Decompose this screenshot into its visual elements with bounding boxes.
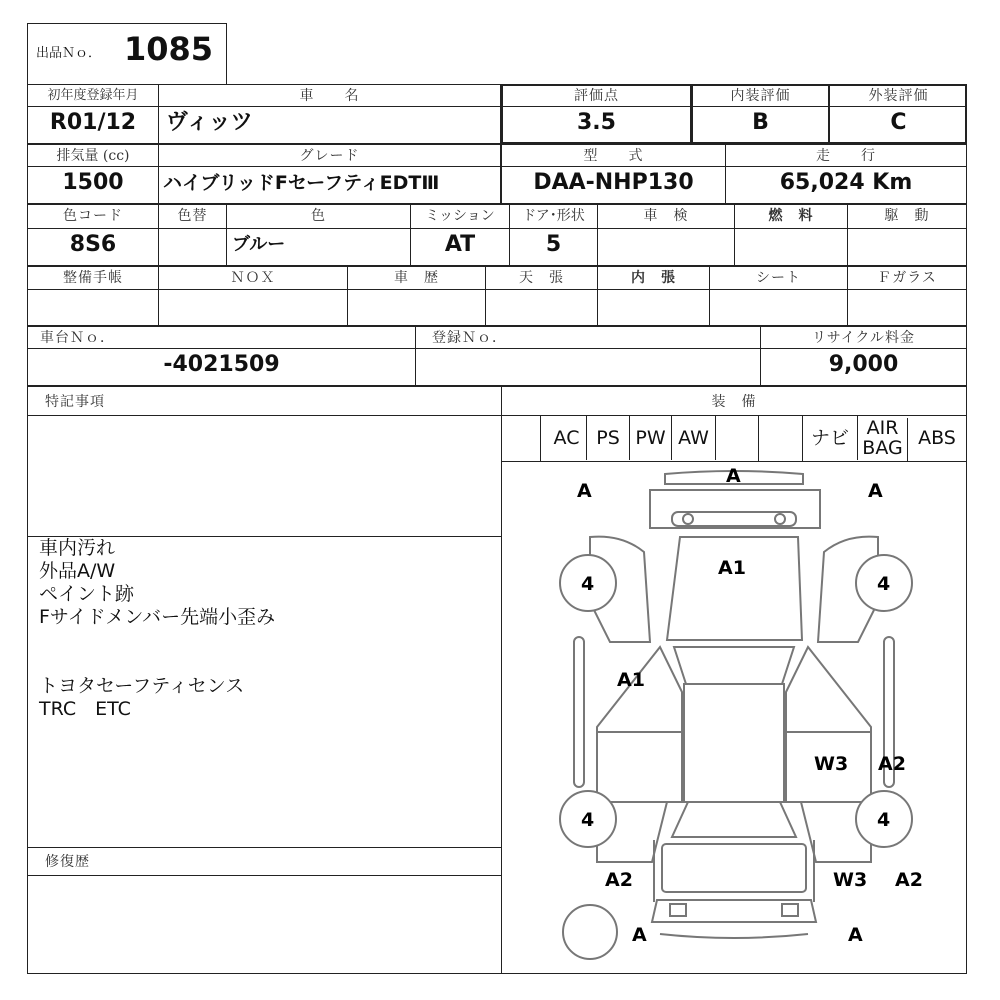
color-code-value: 8S6 [69,232,117,257]
doors-label: ドア･形状 [522,208,585,224]
score-label: 評価点 [574,88,619,104]
doors-value: 5 [545,232,562,257]
remark-line: トヨタセーフティセンス [39,675,245,697]
equipment-blank-2 [759,416,803,462]
mark-right-rear-corner-quarter: A2 [895,869,923,891]
repaint-label: 色替 [177,208,208,224]
car-outline [574,471,894,938]
mark-right-rear-door: W3 [814,753,849,775]
mileage-value: 65,024 Km [779,170,913,195]
model-label: 型 式 [583,148,644,164]
repair-history-box [27,847,502,974]
equipment-blank-1 [716,416,759,462]
drive-label: 駆 動 [884,208,930,224]
mark-rear-right: A [848,924,863,946]
car-name-value: ヴィッツ [166,110,253,135]
nox-label: ＮＯＸ [230,270,276,286]
mark-left-front-door: A1 [617,669,645,691]
chassis-label: 車台Ｎｏ． [40,330,115,346]
registration-label: 登録Ｎｏ． [432,330,507,346]
tire-rear-left-tread: 4 [581,809,595,831]
model-value: DAA-NHP130 [533,170,694,195]
equipment-abs: ABS [918,427,956,449]
transmission-label: ミッション [425,208,495,224]
history-label: 車 歴 [394,270,439,286]
remarks-label: 特記事項 [45,394,105,410]
score-value: 3.5 [577,110,616,135]
remark-line [39,629,275,652]
interior-rating-value: B [752,110,769,135]
displacement-value: 1500 [62,170,124,195]
service-book-label: 整備手帳 [63,270,123,286]
equipment-ps: PS [587,416,630,460]
equipment-label: 装 備 [711,394,757,410]
mark-left-rear-quarter: A2 [605,869,633,891]
mark-right-rear-lower: W3 [833,869,868,891]
equipment-pw: PW [630,416,672,460]
tire-front-left-tread: 4 [581,573,595,595]
inspection-label: 車 検 [643,208,689,224]
mark-front-left-corner: A [577,480,592,502]
color-code-label: 色コード [63,208,123,224]
chassis-value: -4021509 [163,352,280,377]
reg-date-value: R01/12 [49,110,137,135]
lot-number-value: 1085 [124,30,214,68]
mark-front-bumper: A [726,465,741,487]
recycle-fee-label: リサイクル料金 [811,330,916,346]
lot-number-box [27,23,227,85]
row1-subline-right [501,106,967,107]
exterior-rating-label: 外装評価 [868,88,929,104]
car-condition-diagram [502,462,966,973]
remark-line: Fサイドメンバー先端小歪み [39,606,276,628]
reg-date-label: 初年度登録年月 [47,88,139,103]
repair-header-line [27,875,502,876]
fuel-label: 燃 料 [768,208,814,224]
grade-label: グレード [299,148,360,164]
remark-line: ペイント跡 [39,583,135,605]
front-glass-label: Ｆガラス [877,270,937,286]
roof-lining-label: 天 張 [519,270,564,286]
color-label: 色 [311,208,326,224]
interior-trim-label: 内 張 [631,270,676,286]
lot-number-label: 出品Ｎｏ． [36,46,102,61]
tire-front-right-tread: 4 [877,573,891,595]
repair-history-label: 修復歴 [45,854,90,870]
interior-rating-label: 内装評価 [730,88,791,104]
tire-rear-right-tread: 4 [877,809,891,831]
mark-right-rear-quarter: A2 [878,753,906,775]
spare-tire [563,905,617,959]
row2-subline [27,166,967,167]
remark-line: 車内汚れ [39,537,116,559]
remark-line: 外品A/W [39,560,116,582]
equipment-aw: AW [672,416,716,460]
equipment-airbag: AIR BAG [858,418,908,462]
remarks-header-line [27,415,502,416]
remarks-notes [39,537,275,721]
equipment-ac: AC [547,416,587,460]
car-name-label: 車 名 [299,88,360,104]
mark-hood: A1 [718,557,746,579]
remark-line [39,652,275,675]
equipment-navi: ナビ [803,416,858,460]
equipment-slot [540,415,541,462]
mark-front-right-corner: A [868,480,883,502]
mileage-label: 走 行 [816,148,876,164]
color-value: ブルー [232,234,286,255]
mark-rear-left: A [632,924,647,946]
exterior-rating-value: C [890,110,907,135]
recycle-fee-value: 9,000 [828,352,899,377]
row1-subline-left [27,106,501,107]
displacement-label: 排気量 (cc) [56,148,130,164]
remark-line: TRC ETC [39,698,131,720]
transmission-value: AT [444,232,476,257]
grade-value: ハイブリッドFセーフティEDTⅢ [163,172,440,194]
seat-label: シート [756,270,801,286]
